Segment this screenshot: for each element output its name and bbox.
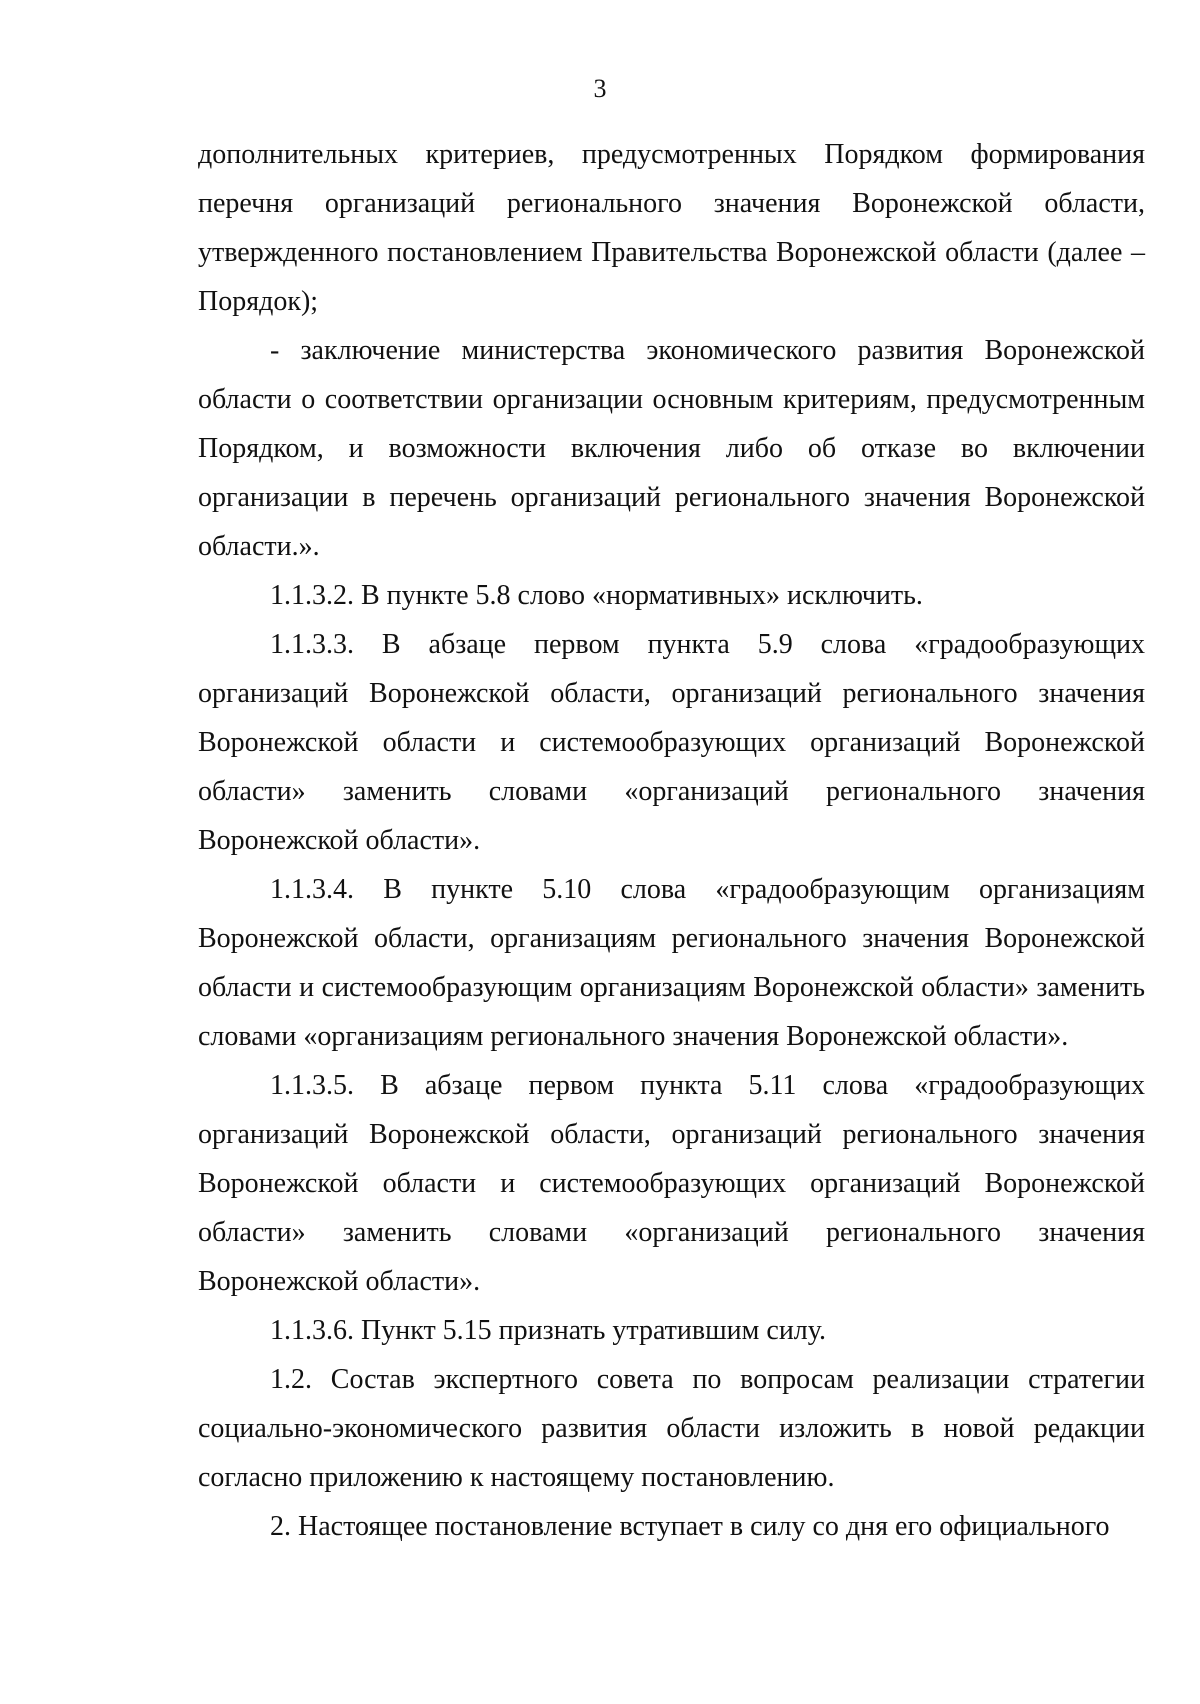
paragraph-1-1-3-5: 1.1.3.5. В абзаце первом пункта 5.11 слова «градообразующих организаций Воронежской области, организаций регионального значения Воронежской области и системообразующих организаций Воронежской области» заменить словами «организаций регионального значения Воронежской области».	[198, 1070, 1145, 1297]
paragraph-ministry-conclusion: - заключение министерства экономического развития Воронежской области о соответствии организации основным критериям, предусмотренным Порядком, и возможности включения либо об отказе во включении организации в перечень организаций регионального значения Воронежской области.».	[198, 335, 1145, 562]
document-body	[198, 130, 1145, 1551]
paragraph-2: 2. Настоящее постановление вступает в силу со дня его официального	[270, 1511, 1110, 1542]
paragraph-1-1-3-6: 1.1.3.6. Пункт 5.15 признать утратившим силу.	[270, 1315, 826, 1346]
paragraph-1-1-3-3: 1.1.3.3. В абзаце первом пункта 5.9 слова «градообразующих организаций Воронежской области, организаций регионального значения Воронежской области и системообразующих организаций Воронежской области» заменить словами «организаций регионального значения Воронежской области».	[198, 629, 1145, 856]
paragraph-1-2: 1.2. Состав экспертного совета по вопросам реализации стратегии социально-экономического развития области изложить в новой редакции согласно приложению к настоящему постановлению.	[198, 1364, 1145, 1493]
paragraph-continuation: дополнительных критериев, предусмотренных Порядком формирования перечня организаций регионального значения Воронежской области, утвержденного постановлением Правительства Воронежской области (далее – Порядок);	[198, 139, 1145, 317]
page-number: 3	[593, 74, 607, 103]
paragraph-1-1-3-4: 1.1.3.4. В пункте 5.10 слова «градообразующим организациям Воронежской области, организациям регионального значения Воронежской области и системообразующим организациям Воронежской области» заменить словами «организациям регионального значения Воронежской области».	[198, 874, 1145, 1052]
paragraph-1-1-3-2: 1.1.3.2. В пункте 5.8 слово «нормативных» исключить.	[270, 580, 923, 611]
